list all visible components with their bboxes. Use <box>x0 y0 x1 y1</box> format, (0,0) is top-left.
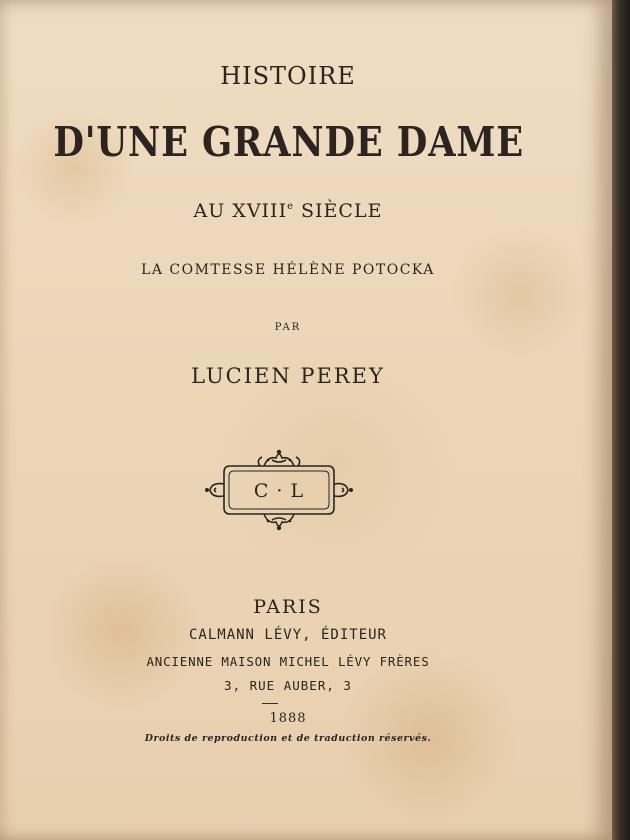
subtitle-pre: AU XVIII <box>193 200 288 222</box>
imprint-house: ANCIENNE MAISON MICHEL LÉVY FRÈRES <box>146 654 430 669</box>
divider-rule <box>262 703 278 704</box>
imprint-publisher: CALMANN LÉVY, ÉDITEUR <box>188 627 387 643</box>
subtitle-century <box>8 200 568 222</box>
emblem-monogram: C · L <box>253 480 305 502</box>
imprint-city: PARIS <box>253 596 323 618</box>
subject-line: LA COMTESSE HÉLÈNE POTOCKA <box>141 262 435 278</box>
by-label: PAR <box>274 322 302 333</box>
publisher-emblem <box>204 444 354 536</box>
subtitle-post: SIÈCLE <box>294 200 383 222</box>
imprint-year: 1888 <box>269 711 307 726</box>
subtitle-superscript: e <box>287 201 294 212</box>
imprint-address: 3, RUE AUBER, 3 <box>224 678 352 693</box>
book-edge <box>612 0 630 840</box>
title-line-2: D'UNE GRANDE DAME <box>53 118 525 166</box>
author-name: LUCIEN PEREY <box>191 364 385 388</box>
rights-notice: Droits de reproduction et de traduction réservés. <box>144 733 432 744</box>
title-line-1: HISTOIRE <box>220 62 356 90</box>
